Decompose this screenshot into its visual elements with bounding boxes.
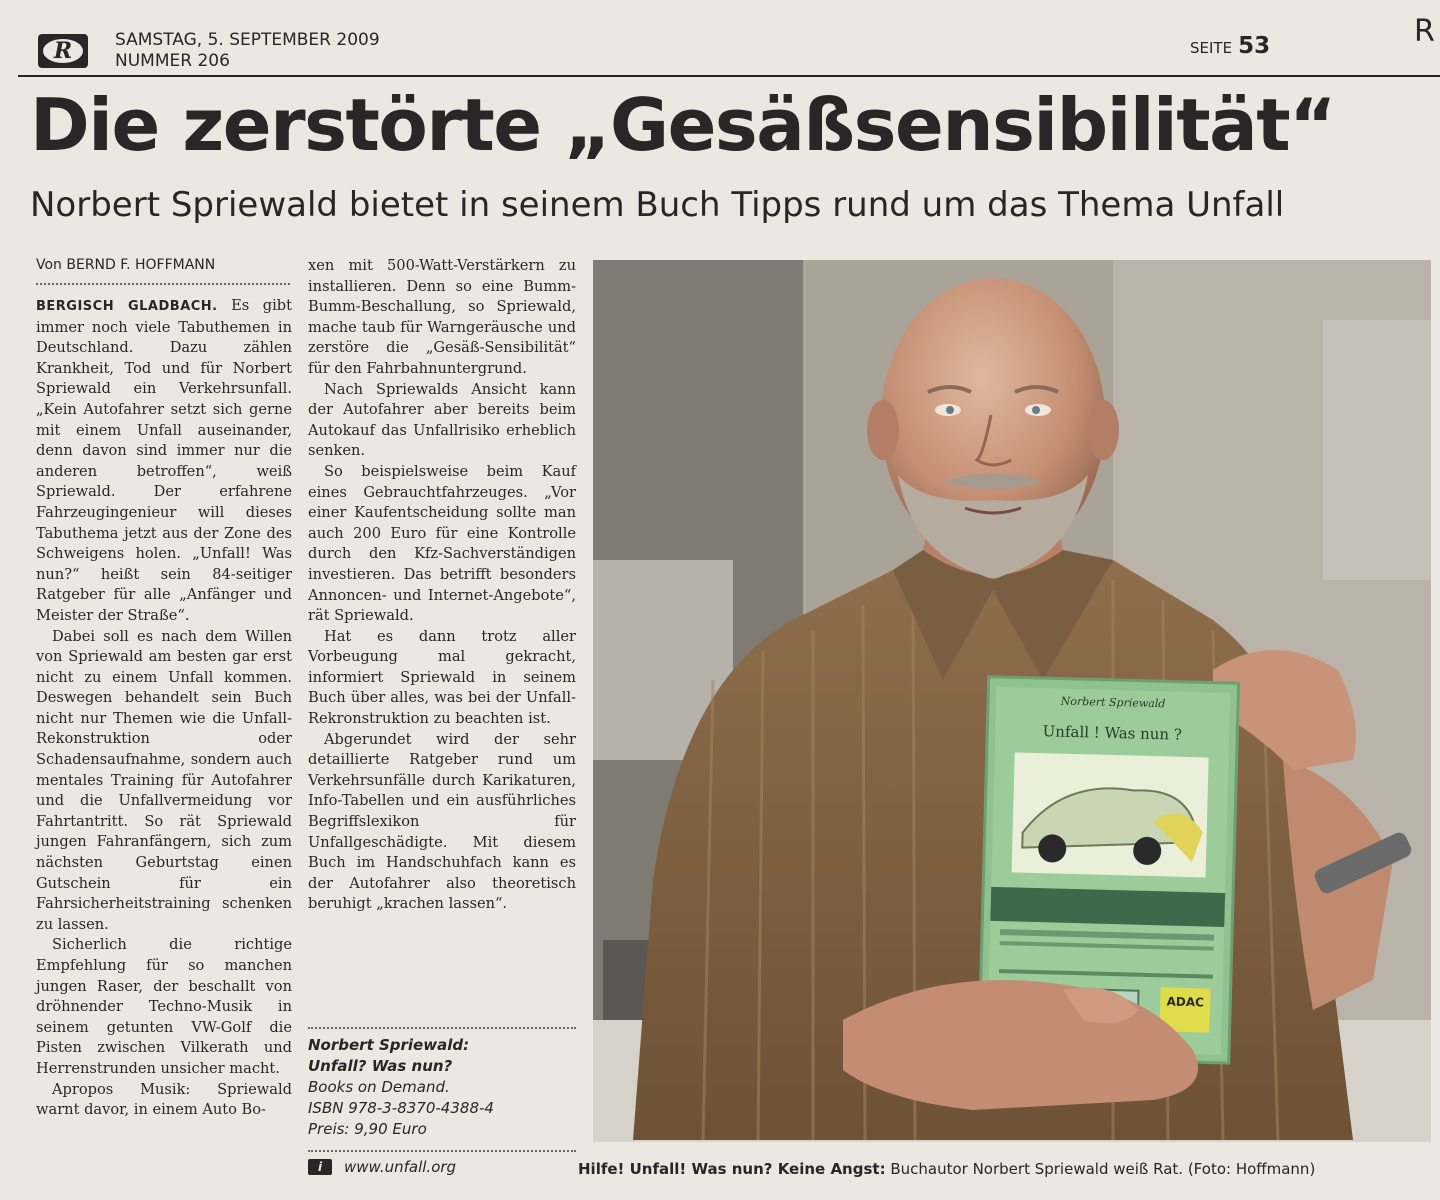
article-paragraph: So beispielsweise beim Kauf eines Gebrauchtfahrzeuges. „Vor einer Kaufentscheidung sollte man auch 200 Euro für eine Kontrolle durch den Kfz-Sachverständigen investieren. Das betrifft besonders Annoncen- und Internet-Angebote“, rät Spriewald. bbox=[308, 462, 576, 625]
book-publisher: Books on Demand. bbox=[308, 1078, 450, 1096]
page-label: SEITE bbox=[1190, 39, 1233, 57]
issue-dateline bbox=[115, 30, 380, 72]
photo-illustration bbox=[593, 260, 1431, 1142]
article-paragraph: Hat es dann trotz aller Vorbeugung mal gekracht, informiert Spriewald in seinem Buch über alles, was bei der Unfall-Rekronstruktion zu beachten ist. bbox=[308, 627, 576, 728]
book-info-box bbox=[308, 1035, 576, 1140]
book-price: Preis: 9,90 Euro bbox=[308, 1120, 427, 1138]
article-photo bbox=[593, 260, 1431, 1142]
web-url: www.unfall.org bbox=[344, 1158, 457, 1176]
masthead-rule bbox=[18, 75, 1440, 77]
logo-letter: R bbox=[43, 39, 83, 63]
byline-divider bbox=[36, 283, 290, 285]
bookbox-divider-top bbox=[308, 1027, 576, 1029]
web-reference bbox=[308, 1158, 576, 1176]
article-column-1 bbox=[36, 296, 292, 1121]
page-number-label bbox=[1190, 33, 1270, 59]
article-paragraph: BERGISCH GLADBACH. Es gibt immer noch viele Tabuthemen in Deutschland. Dazu zählen Krankheit, Tod und für Norbert Spriewald ein Verkehrsunfall. „Kein Autofahrer setzt sich gerne mit einem Unfall auseinander, denn davon sind immer nur die anderen betroffen“, weiß Spriewald. Der erfahrene Fahrzeugingenieur will dieses Tabuthema jetzt aus der Zone des Schweigens holen. „Unfall! Was nun?“ heißt sein 84-seitiger Ratgeber für alle „Anfänger und Meister der Straße“. bbox=[36, 297, 292, 624]
page-number: 53 bbox=[1238, 33, 1271, 59]
article-paragraph: Sicherlich die richtige Empfehlung für so manchen jungen Raser, der beschallt von dröhnender Techno-Musik in seinem getunten VW-Golf die Pisten zwischen Vilkerath und Herrenstrunden unsicher macht. bbox=[36, 936, 292, 1077]
article-paragraph: xen mit 500-Watt-Verstärkern zu installieren. Denn so eine Bumm-Bumm-Beschallung, so Spriewald, mache taub für Warngeräusche und zerstöre die „Gesäß-Sensibilität“ für den Fahrbahnuntergrund. bbox=[308, 257, 576, 377]
book-title: Unfall? Was nun? bbox=[308, 1057, 453, 1075]
newspaper-logo bbox=[38, 34, 88, 68]
book-isbn: ISBN 978-3-8370-4388-4 bbox=[308, 1099, 494, 1117]
article-paragraph: Apropos Musik: Spriewald warnt davor, in einem Auto Bo- bbox=[36, 1080, 292, 1119]
article-column-2 bbox=[308, 256, 576, 915]
caption-text: Buchautor Norbert Spriewald weiß Rat. (Foto: Hoffmann) bbox=[885, 1160, 1316, 1178]
bookbox-divider-bottom bbox=[308, 1150, 576, 1152]
article-paragraph: Abgerundet wird der sehr detaillierte Ratgeber rund um Verkehrsunfälle durch Karikaturen, Info-Tabellen und ein ausführliches Begriffslexikon für Unfallgeschädigte. Mit diesem Buch im Handschuhfach kann es der Autofahrer also theoretisch beruhigt „krachen lassen“. bbox=[308, 730, 576, 913]
dateline-place: BERGISCH GLADBACH. bbox=[36, 299, 218, 314]
edge-letter: R bbox=[1414, 14, 1435, 49]
article-subheadline: Norbert Spriewald bietet in seinem Buch Tipps rund um das Thema Unfall bbox=[30, 185, 1285, 225]
issue-date: SAMSTAG, 5. SEPTEMBER 2009 bbox=[115, 30, 380, 50]
article-paragraph: Dabei soll es nach dem Willen von Spriewald am besten gar erst nicht zu einem Unfall kommen. Deswegen behandelt sein Buch nicht nur Themen wie die Unfall-Rekonstruktion oder Schadensaufnahme, sondern auch mentales Training für Autofahrer und die Unfallvermeidung vor Fahrtantritt. So rät Spriewald jungen Fahranfängern, sich zum nächsten Geburtstag einen Gutschein für ein Fahrsicherheitstraining schenken zu lassen. bbox=[36, 627, 292, 933]
book-author: Norbert Spriewald: bbox=[308, 1036, 470, 1054]
caption-lead: Hilfe! Unfall! Was nun? Keine Angst: bbox=[578, 1160, 886, 1178]
photo-caption bbox=[578, 1160, 1440, 1178]
issue-number: NUMMER 206 bbox=[115, 51, 230, 71]
info-icon: i bbox=[308, 1159, 332, 1175]
book-cover-badge: ADAC bbox=[1166, 994, 1205, 1010]
article-paragraph: Nach Spriewalds Ansicht kann der Autofahrer aber bereits beim Autokauf das Unfallrisiko erheblich senken. bbox=[308, 380, 576, 460]
article-headline: Die zerstörte „Gesäßsensibilität“ bbox=[30, 83, 1335, 167]
book-cover-author: Norbert Spriewald bbox=[1060, 694, 1166, 711]
article-byline: Von BERND F. HOFFMANN bbox=[36, 257, 216, 273]
book-cover-title: Unfall ! Was nun ? bbox=[1042, 722, 1183, 744]
